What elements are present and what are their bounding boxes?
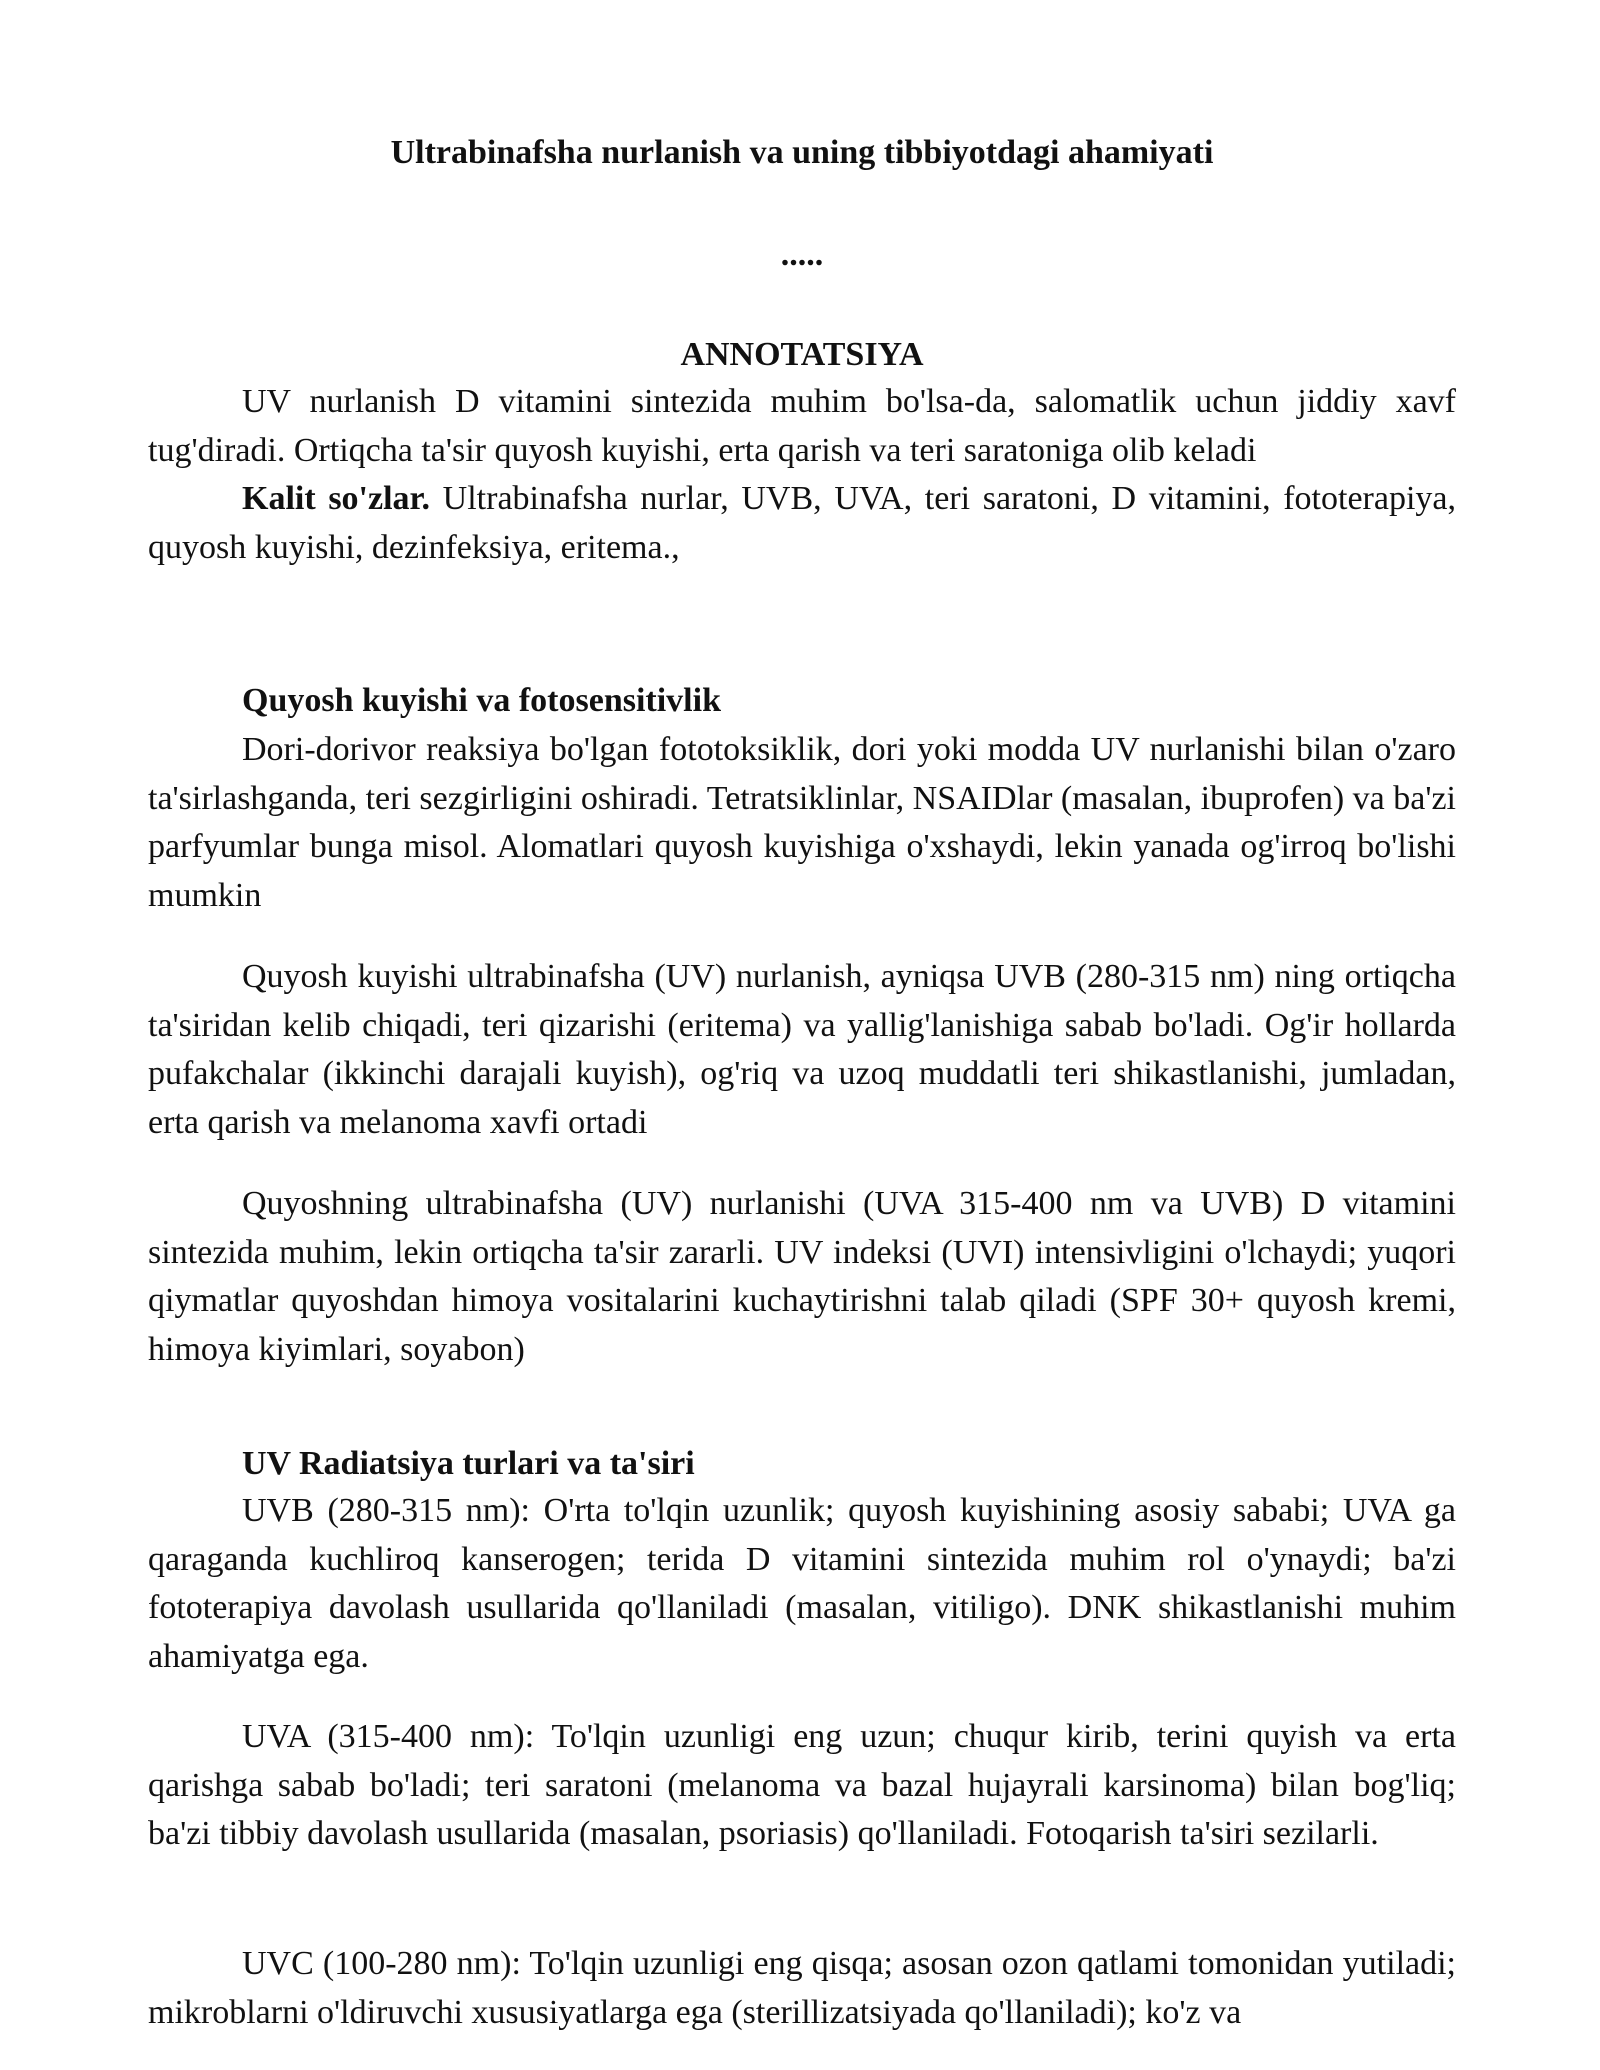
author-placeholder-dots: ..... <box>780 236 824 273</box>
paragraph-uvb: UVB (280-315 nm): O'rta to'lqin uzunlik; quyosh kuyishining asosiy sababi; UVA ga qaraganda kuchliroq kanserogen; terida D vitamini sintezida muhim rol o'ynaydi; ba'zi fototerapiya davolash usullarida qo'llaniladi (masalan, vitiligo). DNK shikastlanishi muhim ahamiyatga ega. <box>148 1492 1456 1675</box>
document-title: Ultrabinafsha nurlanish va uning tibbiyotdagi ahamiyati <box>390 134 1214 171</box>
annotation-heading: ANNOTATSIYA <box>680 336 924 373</box>
paragraph-uva: UVA (315-400 nm): To'lqin uzunligi eng uzun; chuqur kirib, terini quyish va erta qarishga sabab bo'ladi; teri saratoni (melanoma va bazal hujayrali karsinoma) bilan bog'liq; ba'zi tibbiy davolash usullarida (masalan, psoriasis) qo'llaniladi. Fotoqarish ta'siri sezilarli. <box>148 1718 1456 1852</box>
paragraph-sunburn-causes: Quyosh kuyishi ultrabinafsha (UV) nurlanish, ayniqsa UVB (280-315 nm) ning ortiqcha ta'siridan kelib chiqadi, teri qizarishi (eritema) va yallig'lanishiga sabab bo'ladi. Og'ir hollarda pufakchalar (ikkinchi darajali kuyish), og'riq va uzoq muddatli teri shikastlanishi, jumladan, erta qarish va melanoma xavfi ortadi <box>148 958 1456 1141</box>
keywords-label: Kalit so'zlar. <box>242 480 431 517</box>
keywords-text: Ultrabinafsha nurlar, UVB, UVA, teri saratoni, D vitamini, fototerapiya, quyosh kuyishi, dezinfeksiya, eritema., <box>148 480 1456 566</box>
keywords-paragraph <box>148 475 1456 572</box>
paragraph-uvc: UVC (100-280 nm): To'lqin uzunligi eng qisqa; asosan ozon qatlami tomonidan yutiladi; mikroblarni o'ldiruvchi xususiyatlarga ega (sterillizatsiyada qo'llaniladi); ko'z va <box>148 1945 1456 2031</box>
section-heading-sunburn: Quyosh kuyishi va fotosensitivlik <box>242 682 721 719</box>
annotation-text: UV nurlanish D vitamini sintezida muhim bo'lsa-da, salomatlik uchun jiddiy xavf tug'diradi. Ortiqcha ta'sir quyosh kuyishi, erta qarish va teri saratoniga olib keladi <box>148 383 1456 469</box>
paragraph-phototoxicity: Dori-dorivor reaksiya bo'lgan fototoksiklik, dori yoki modda UV nurlanishi bilan o'zaro ta'sirlashganda, teri sezgirligini oshiradi. Tetratsiklinlar, NSAIDlar (masalan, ibuprofen) va ba'zi parfyumlar bunga misol. Alomatlari quyosh kuyishiga o'xshaydi, lekin yanada og'irroq bo'lishi mumkin <box>148 731 1456 914</box>
section-heading-uv-types: UV Radiatsiya turlari va ta'siri <box>242 1445 695 1482</box>
paragraph-uv-index: Quyoshning ultrabinafsha (UV) nurlanishi (UVA 315-400 nm va UVB) D vitamini sintezida muhim, lekin ortiqcha ta'sir zararli. UV indeksi (UVI) intensivligini o'lchaydi; yuqori qiymatlar quyoshdan himoya vositalarini kuchaytirishni talab qiladi (SPF 30+ quyosh kremi, himoya kiyimlari, soyabon) <box>148 1185 1456 1368</box>
